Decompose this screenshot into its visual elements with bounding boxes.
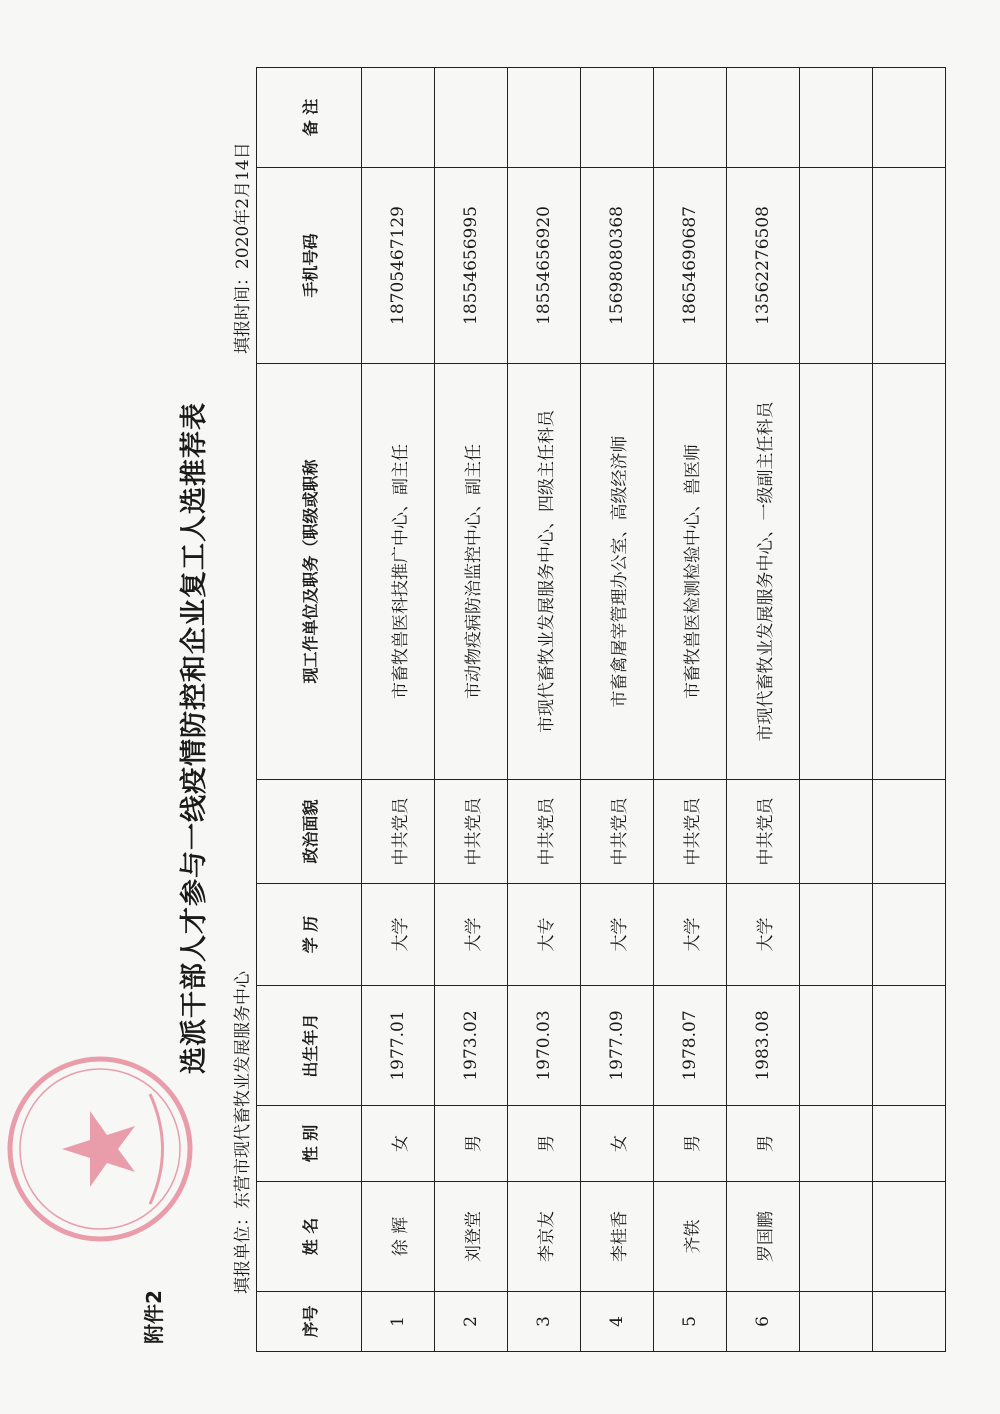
header-birth: 出生年月 xyxy=(257,986,362,1106)
cell-no: 5 xyxy=(654,1292,727,1352)
cell-education xyxy=(873,884,946,986)
cell-name: 徐 辉 xyxy=(362,1182,435,1292)
cell-birth xyxy=(800,986,873,1106)
cell-birth: 1983.08 xyxy=(727,986,800,1106)
cell-name: 李桂香 xyxy=(581,1182,654,1292)
cell-political: 中共党员 xyxy=(654,780,727,884)
cell-phone: 18554656995 xyxy=(435,168,508,364)
table-row xyxy=(508,68,581,1352)
cell-birth: 1973.02 xyxy=(435,986,508,1106)
cell-phone: 13562276508 xyxy=(727,168,800,364)
cell-work: 市畜牧兽医科技推广中心、副主任 xyxy=(362,364,435,780)
cell-education: 大专 xyxy=(508,884,581,986)
cell-work: 市现代畜牧业发展服务中心、一级副主任科员 xyxy=(727,364,800,780)
cell-birth xyxy=(873,986,946,1106)
cell-note xyxy=(873,68,946,168)
cell-work: 市动物疫病防治监控中心、副主任 xyxy=(435,364,508,780)
cell-gender: 男 xyxy=(508,1106,581,1182)
table-row xyxy=(435,68,508,1352)
cell-political: 中共党员 xyxy=(362,780,435,884)
table-row xyxy=(727,68,800,1352)
cell-work xyxy=(873,364,946,780)
header-work: 现工作单位及职务（职级或职称 xyxy=(257,364,362,780)
cell-gender: 男 xyxy=(435,1106,508,1182)
reporting-unit: 填报单位：东营市现代畜牧业发展服务中心 xyxy=(233,971,253,1294)
cell-phone: 18554656920 xyxy=(508,168,581,364)
cell-note xyxy=(654,68,727,168)
cell-phone: 18705467129 xyxy=(362,168,435,364)
header-no: 序号 xyxy=(257,1292,362,1352)
cell-work xyxy=(800,364,873,780)
cell-work: 市畜禽屠宰管理办公室、高级经济师 xyxy=(581,364,654,780)
table-row xyxy=(362,68,435,1352)
cell-education: 大学 xyxy=(581,884,654,986)
cell-note xyxy=(800,68,873,168)
cell-name: 罗国鹏 xyxy=(727,1182,800,1292)
cell-no: 6 xyxy=(727,1292,800,1352)
cell-gender: 男 xyxy=(727,1106,800,1182)
cell-phone xyxy=(873,168,946,364)
cell-gender xyxy=(873,1106,946,1182)
cell-name xyxy=(800,1182,873,1292)
cell-phone: 15698080368 xyxy=(581,168,654,364)
cell-no xyxy=(800,1292,873,1352)
cell-work: 市畜牧兽医检测检验中心、兽医师 xyxy=(654,364,727,780)
header-row xyxy=(257,68,362,1352)
cell-education: 大学 xyxy=(727,884,800,986)
cell-phone xyxy=(800,168,873,364)
table-row xyxy=(581,68,654,1352)
cell-gender: 女 xyxy=(362,1106,435,1182)
reporting-date: 填报时间：2020年2月14日 xyxy=(233,142,253,354)
cell-birth: 1977.09 xyxy=(581,986,654,1106)
attachment-label: 附件2 xyxy=(142,1290,166,1344)
cell-no: 3 xyxy=(508,1292,581,1352)
cell-political xyxy=(800,780,873,884)
header-education: 学 历 xyxy=(257,884,362,986)
cell-name xyxy=(873,1182,946,1292)
cell-phone: 18654690687 xyxy=(654,168,727,364)
cell-gender: 男 xyxy=(654,1106,727,1182)
page-title: 选派干部人才参与一线疫情防控和企业复工人选推荐表 xyxy=(179,402,210,1074)
cell-gender: 女 xyxy=(581,1106,654,1182)
official-seal-icon xyxy=(0,1049,200,1249)
cell-political: 中共党员 xyxy=(435,780,508,884)
cell-name: 齐铁 xyxy=(654,1182,727,1292)
cell-no: 4 xyxy=(581,1292,654,1352)
cell-work: 市现代畜牧业发展服务中心、四级主任科员 xyxy=(508,364,581,780)
cell-political: 中共党员 xyxy=(581,780,654,884)
cell-education: 大学 xyxy=(435,884,508,986)
cell-birth: 1970.03 xyxy=(508,986,581,1106)
cell-political xyxy=(873,780,946,884)
table-row xyxy=(873,68,946,1352)
cell-note xyxy=(362,68,435,168)
table-row xyxy=(654,68,727,1352)
cell-no: 2 xyxy=(435,1292,508,1352)
cell-education xyxy=(800,884,873,986)
cell-gender xyxy=(800,1106,873,1182)
cell-note xyxy=(581,68,654,168)
cell-name: 刘登堂 xyxy=(435,1182,508,1292)
header-phone: 手机号码 xyxy=(257,168,362,364)
cell-note xyxy=(508,68,581,168)
cell-no xyxy=(873,1292,946,1352)
header-political: 政治面貌 xyxy=(257,780,362,884)
header-name: 姓 名 xyxy=(257,1182,362,1292)
cell-education: 大学 xyxy=(362,884,435,986)
cell-political: 中共党员 xyxy=(727,780,800,884)
cell-birth: 1978.07 xyxy=(654,986,727,1106)
table-row xyxy=(800,68,873,1352)
cell-note xyxy=(727,68,800,168)
header-gender: 性 别 xyxy=(257,1106,362,1182)
cell-birth: 1977.01 xyxy=(362,986,435,1106)
header-note: 备 注 xyxy=(257,68,362,168)
cell-no: 1 xyxy=(362,1292,435,1352)
recommendation-table xyxy=(256,67,946,1352)
cell-name: 李京友 xyxy=(508,1182,581,1292)
cell-political: 中共党员 xyxy=(508,780,581,884)
cell-education: 大学 xyxy=(654,884,727,986)
cell-note xyxy=(435,68,508,168)
